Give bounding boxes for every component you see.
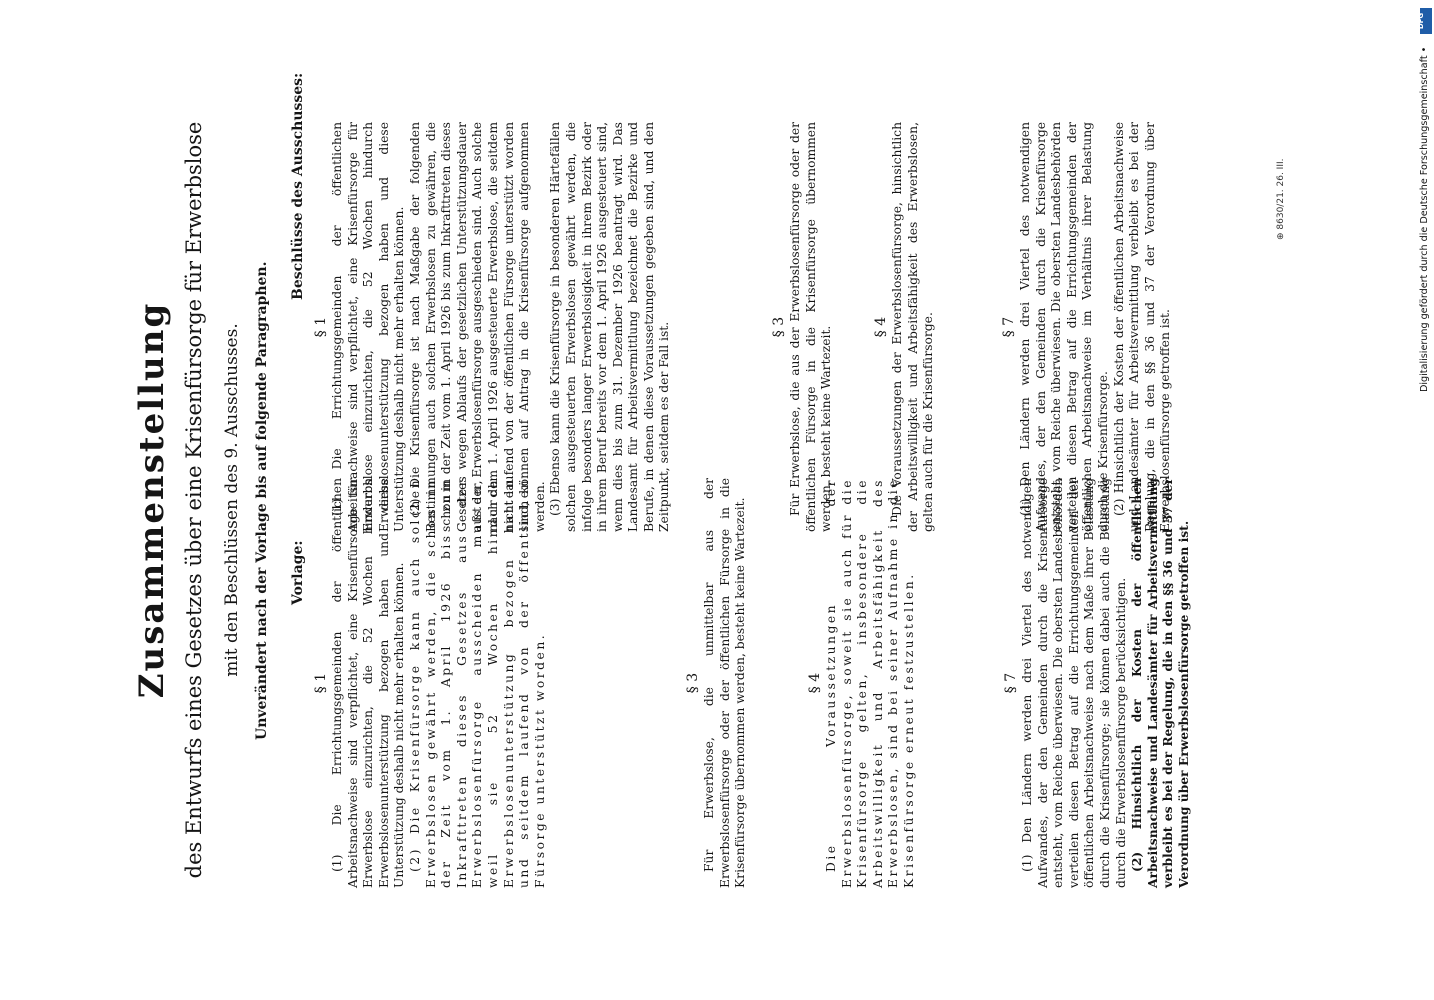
dfg-logo — [1417, 8, 1432, 34]
digitization-note — [1416, 8, 1434, 392]
print-stamp: ⊕ 8630/21. 26. III. — [1276, 158, 1286, 240]
beschluss-p1-2: (2) Die Krisenfürsorge ist nach Maßgabe der folgenden Bestimmungen auch solchen Erwerbslosen zu gewähren, die schon in der Zeit vom 1. April 1926 bis zum Inkrafttreten dieses Gesetzes wegen Ablaufs der gesetzlichen Unterstützungsdauer aus der Erwerbslosenfürsorge ausgeschieden sind. Auch solche nach dem 1. April 1926 ausgesteuerte Erwerbslose, die seitdem nicht laufend von der öffentlichen Fürsorge unterstützt worden sind, können auf Antrag in die Krisenfürsorge aufgenommen werden. — [407, 122, 547, 532]
vorlage-p3-1: Für Erwerbslose, die unmittelbar aus der Erwerbslosenfürsorge oder der öffentlichen Fürsorge in die Krisenfürsorge übernommen werden, besteht keine Wartezeit. — [702, 478, 748, 888]
beschluss-p1-1: (1) Die Errichtungsgemeinden der öffentlichen Arbeitsnachweise sind verpflichtet, eine Krisenfürsorge für Erwerbslose einzurichten, die 52 Wochen hindurch Erwerbslosenunterstützung bezogen haben und diese Unterstützung deshalb nicht mehr erhalten können. — [330, 122, 407, 532]
beschluss-section-1 — [312, 122, 673, 532]
vorlage-p4-1: Die Voraussetzungen der Erwerbslosenfürsorge, soweit sie auch für die Krisenfürsorge gelten, insbesondere die Arbeitswilligkeit und Arbeitsfähigkeit des Erwerbslosen, sind bei seiner Aufnahme in die Krisenfürsorge erneut festzustellen. — [824, 478, 916, 888]
digitization-note-text: Digitalisierung gefördert durch die Deutsche Forschungsgemeinschaft • — [1419, 46, 1430, 392]
paragraph-sign: § 7 — [1003, 672, 1019, 694]
vorlage-section-3 — [684, 478, 749, 888]
beschluss-p3-1: Für Erwerbslose, die aus der Erwerbslosenfürsorge oder der öffentlichen Fürsorge in die Krisenfürsorge übernommen werden, besteht keine Wartezeit. — [788, 122, 834, 532]
vorlage-section-7 — [1002, 478, 1192, 888]
document-subtitle-2: mit den Beschlüssen des 9. Ausschusses. — [222, 323, 242, 677]
paragraph-sign: § 4 — [873, 316, 889, 338]
beschluesse-heading: Beschlüsse des Ausschusses: — [290, 72, 306, 300]
vorlage-p7-2: (2) Hinsichtlich der Kosten der öffentlichen Arbeitsnachweise und Landesämter für Arbeitsvermittlung verbleibt es bei der Regelung, die in den §§ 36 und 37 der Verordnung über Erwerbslosenfürsorge getroffen ist. — [1129, 478, 1191, 888]
beschluss-section-7 — [1000, 122, 1174, 532]
vorlage-p1-2: (2) Die Krisenfürsorge kann auch solchen Erwerbslosen gewährt werden, die schon in der Zeit vom 1. April 1926 bis zum Inkrafttreten dieses Gesetzes aus der Erwerbslosenfürsorge ausscheiden mußten, weil sie 52 Wochen hindurch Erwerbslosenunterstützung bezogen hatten und seitdem laufend von der öffentlichen Fürsorge unterstützt worden. — [407, 478, 547, 888]
paragraph-sign: § 1 — [313, 672, 329, 694]
paragraph-sign: § 4 — [807, 672, 823, 694]
paragraph-sign: § 7 — [1001, 316, 1017, 338]
beschluss-p7-2: (2) Hinsichtlich der Kosten der öffentlichen Arbeitsnachweise und Landesämter für Arbeitsvermittlung verbleibt es bei der Regelung, die in den §§ 36 und 37 der Verordnung über Erwerbslosenfürsorge getroffen ist. — [1111, 122, 1173, 532]
document-subtitle: des Entwurfs eines Gesetzes über eine Krisenfürsorge für Erwerbslose — [182, 121, 206, 879]
paragraph-sign: § 3 — [771, 316, 787, 338]
beschluss-p1-3: (3) Ebenso kann die Krisenfürsorge in besonderen Härtefällen solchen ausgesteuerten Erwerbslosen gewährt werden, die infolge besonders langer Erwerbslosigkeit in ihrem Bezirk oder in ihrem Beruf bereits vor dem 1. April 1926 ausgesteuert sind, wenn dies bis zum 31. Dezember 1926 beantragt wird. Das Landesamt für Arbeitsvermittlung bezeichnet die Bezirke und Berufe, in denen diese Voraussetzungen gegeben sind, und den Zeitpunkt, seitdem es der Fall ist. — [548, 122, 672, 532]
vorlage-p7-1: (1) Den Ländern werden drei Viertel des notwendigen Aufwandes, der den Gemeinden durch die Krisenfürsorge entsteht, vom Reiche überwiesen. Die obersten Landesbehörden verteilen diesen Betrag auf die Errichtungsgemeinden der öffentlichen Arbeitsnachweise nach dem Maße ihrer Belastung durch die Krisenfürsorge; sie können dabei auch die Belastung durch die Erwerbslosenfürsorge berücksichtigen. — [1020, 478, 1128, 888]
paragraph-sign: § 3 — [685, 672, 701, 694]
dfg-logo-text: DFG — [1417, 12, 1426, 30]
paragraph-sign: § 1 — [313, 316, 329, 338]
unchanged-note: Unverändert nach der Vorlage bis auf folgende Paragraphen. — [254, 261, 270, 740]
beschluss-section-4 — [872, 122, 937, 532]
beschluss-p4-1: Die Voraussetzungen der Erwerbslosenfürsorge, hinsichtlich der Arbeitswilligkeit und Arbeitsfähigkeit des Erwerbslosen, gelten auch für die Krisenfürsorge. — [890, 122, 936, 532]
beschluss-section-3 — [770, 122, 835, 532]
vorlage-p1-1: (1) Die Errichtungsgemeinden der öffentlichen Arbeitsnachweise sind verpflichtet, eine Krisenfürsorge für Erwerbslose einzurichten, die 52 Wochen hindurch Erwerbslosenunterstützung bezogen haben und diese Unterstützung deshalb nicht mehr erhalten können. — [330, 478, 407, 888]
vorlage-heading: Vorlage: — [290, 540, 306, 605]
beschluss-p7-1: (1) Den Ländern werden drei Viertel des notwendigen Aufwandes, der den Gemeinden durch die Krisenfürsorge entsteht, vom Reiche überwiesen. Die obersten Landesbehörden verteilen diesen Betrag auf die Errichtungsgemeinden der öffentlichen Arbeitsnachweise im Verhältnis ihrer Belastung durch die Krisenfürsorge. — [1018, 122, 1110, 532]
vorlage-section-4 — [806, 478, 918, 888]
document-title: Zusammenstellung — [132, 301, 172, 699]
vorlage-section-1 — [312, 478, 548, 888]
